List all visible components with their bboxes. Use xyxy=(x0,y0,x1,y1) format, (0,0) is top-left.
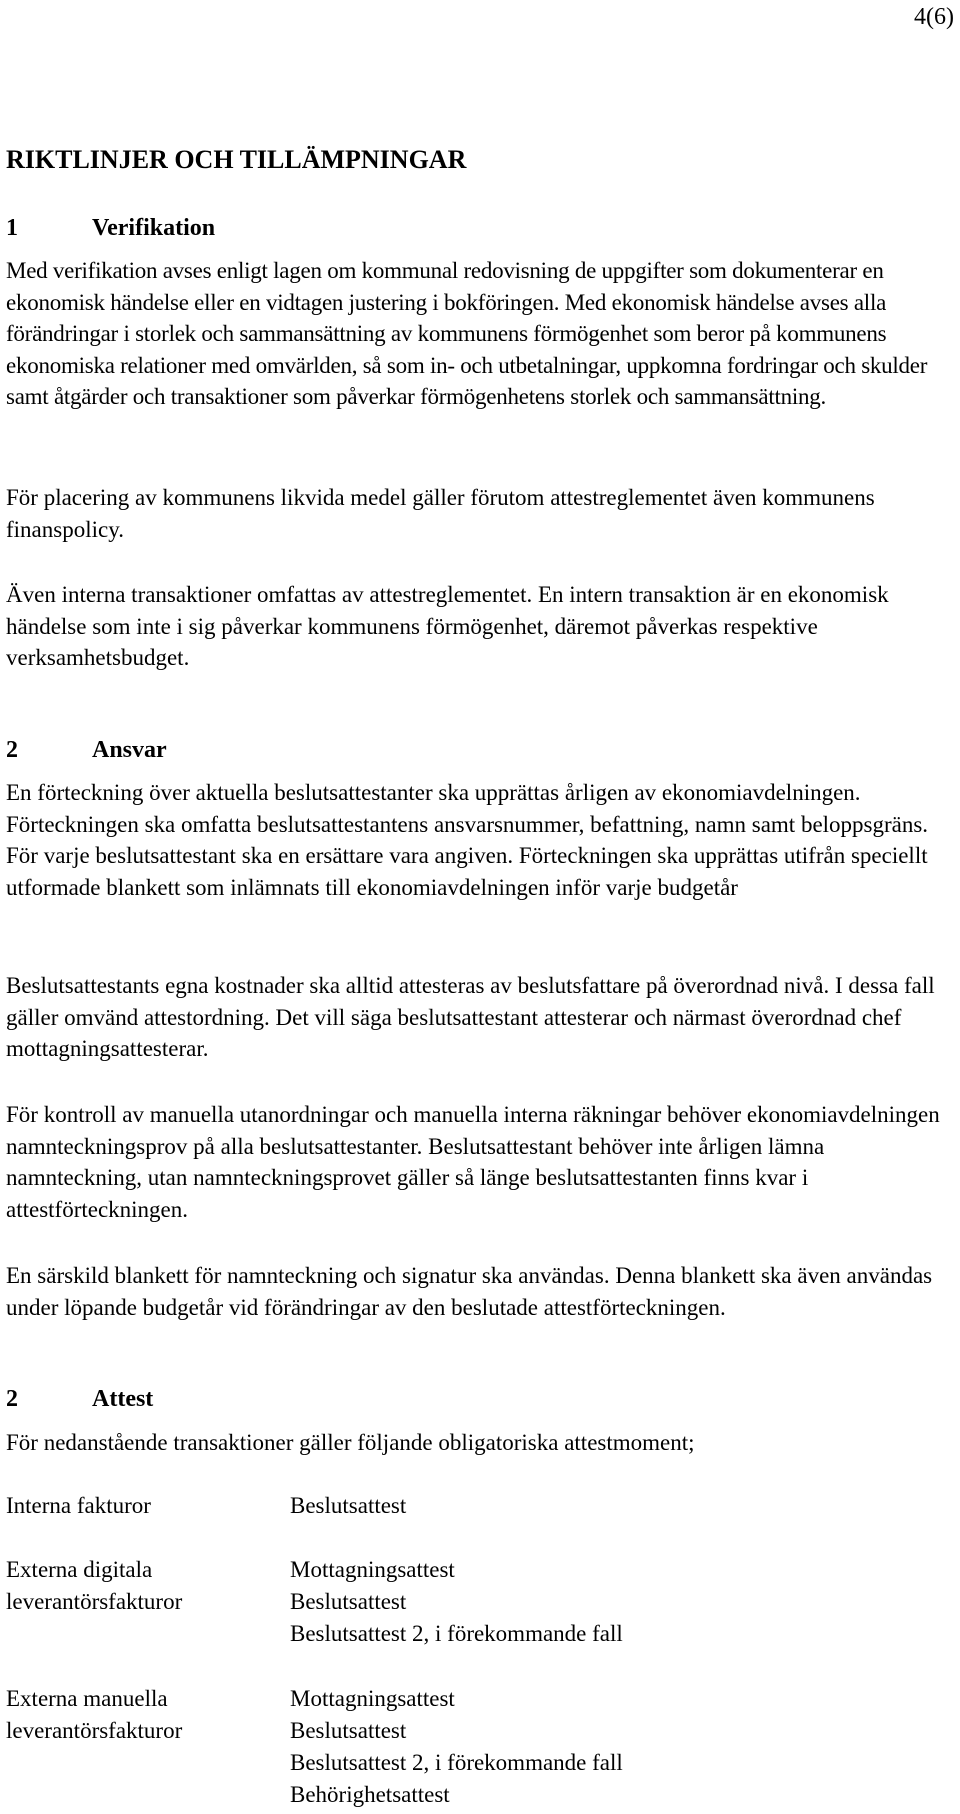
section-number: 2 xyxy=(6,737,18,763)
paragraph: Med verifikation avses enligt lagen om kommunal redovisning de uppgifter som dokumenterar en ekonomisk händelse eller en vidtagen justering i bokföringen. Med ekonomisk händelse avses alla förändringar i storlek och sammansättning av kommunens förmögenhet som beror på kommunens ekonomiska relationer med omvärlden, så som in- och utbetalningar, uppkomna fordringar och skulder samt åtgärder och transaktioner som påverkar förmögenhetens storlek och sammansättning. xyxy=(6,258,928,409)
document-title: RIKTLINJER OCH TILLÄMPNINGAR xyxy=(6,145,467,174)
section-title: Verifikation xyxy=(92,215,216,241)
attest-moments xyxy=(290,1554,623,1650)
section-title: Attest xyxy=(92,1386,154,1412)
attest-moment: Mottagningsattest xyxy=(290,1686,455,1711)
section-heading-verifikation xyxy=(6,215,215,242)
attest-moment: Beslutsattest 2, i förekommande fall xyxy=(290,1621,623,1646)
section-heading-ansvar xyxy=(6,737,167,764)
attest-moment: Beslutsattest xyxy=(290,1493,407,1518)
paragraph: För nedanstående transaktioner gäller följande obligatoriska attestmoment; xyxy=(6,1430,695,1455)
section-heading-attest xyxy=(6,1386,153,1413)
transaction-type-line: Interna fakturor xyxy=(6,1493,151,1518)
transaction-type xyxy=(6,1490,286,1522)
transaction-type-line: leverantörsfakturor xyxy=(6,1589,183,1614)
attest-moment: Mottagningsattest xyxy=(290,1557,455,1582)
paragraph: En särskild blankett för namnteckning och signatur ska användas. Denna blankett ska även användas under löpande budgetår vid förändringar av den beslutade attestförteckningen. xyxy=(6,1263,933,1320)
section-number: 2 xyxy=(6,1386,18,1412)
paragraph: För kontroll av manuella utanordningar och manuella interna räkningar behöver ekonomiavdelningen namnteckningsprov på alla beslutsattestanter. Beslutsattestant behöver inte årligen lämna namnteckning, utan namnteckningsprovet gäller så länge beslutsattestanten finns kvar i attestförteckningen. xyxy=(6,1102,940,1222)
attest-moments xyxy=(290,1683,623,1811)
paragraph: För placering av kommunens likvida medel gäller förutom attestreglementet även kommunens finanspolicy. xyxy=(6,485,875,542)
transaction-type xyxy=(6,1683,286,1747)
attest-moment: Behörighetsattest xyxy=(290,1782,450,1807)
page-number: 4(6) xyxy=(914,4,954,30)
attest-moments xyxy=(290,1490,406,1522)
transaction-type-line: Externa manuella xyxy=(6,1686,168,1711)
section-number: 1 xyxy=(6,215,18,241)
section-title: Ansvar xyxy=(92,737,167,763)
paragraph: Beslutsattestants egna kostnader ska alltid attesteras av beslutsfattare på överordnad nivå. I dessa fall gäller omvänd attestordning. Det vill säga beslutsattestant attesterar och närmast överordnad chef mottagningsattesterar. xyxy=(6,973,935,1061)
attest-moment: Beslutsattest xyxy=(290,1718,407,1743)
paragraph: En förteckning över aktuella beslutsattestanter ska upprättas årligen av ekonomiavdelningen. Förteckningen ska omfatta beslutsattestantens ansvarsnummer, befattning, namn samt beloppsgräns. För varje beslutsattestant ska en ersättare vara angiven. Förteckningen ska upprättas utifrån speciellt utformade blankett som inlämnats till ekonomiavdelningen inför varje budgetår xyxy=(6,780,929,900)
transaction-type-line: Externa digitala xyxy=(6,1557,153,1582)
transaction-type xyxy=(6,1554,286,1618)
attest-moment: Beslutsattest 2, i förekommande fall xyxy=(290,1750,623,1775)
transaction-type-line: leverantörsfakturor xyxy=(6,1718,183,1743)
paragraph: Även interna transaktioner omfattas av attestreglementet. En intern transaktion är en ekonomisk händelse som inte i sig påverkar kommunens förmögenhet, däremot påverkas respektive verksamhetsbudget. xyxy=(6,582,889,670)
attest-moment: Beslutsattest xyxy=(290,1589,407,1614)
